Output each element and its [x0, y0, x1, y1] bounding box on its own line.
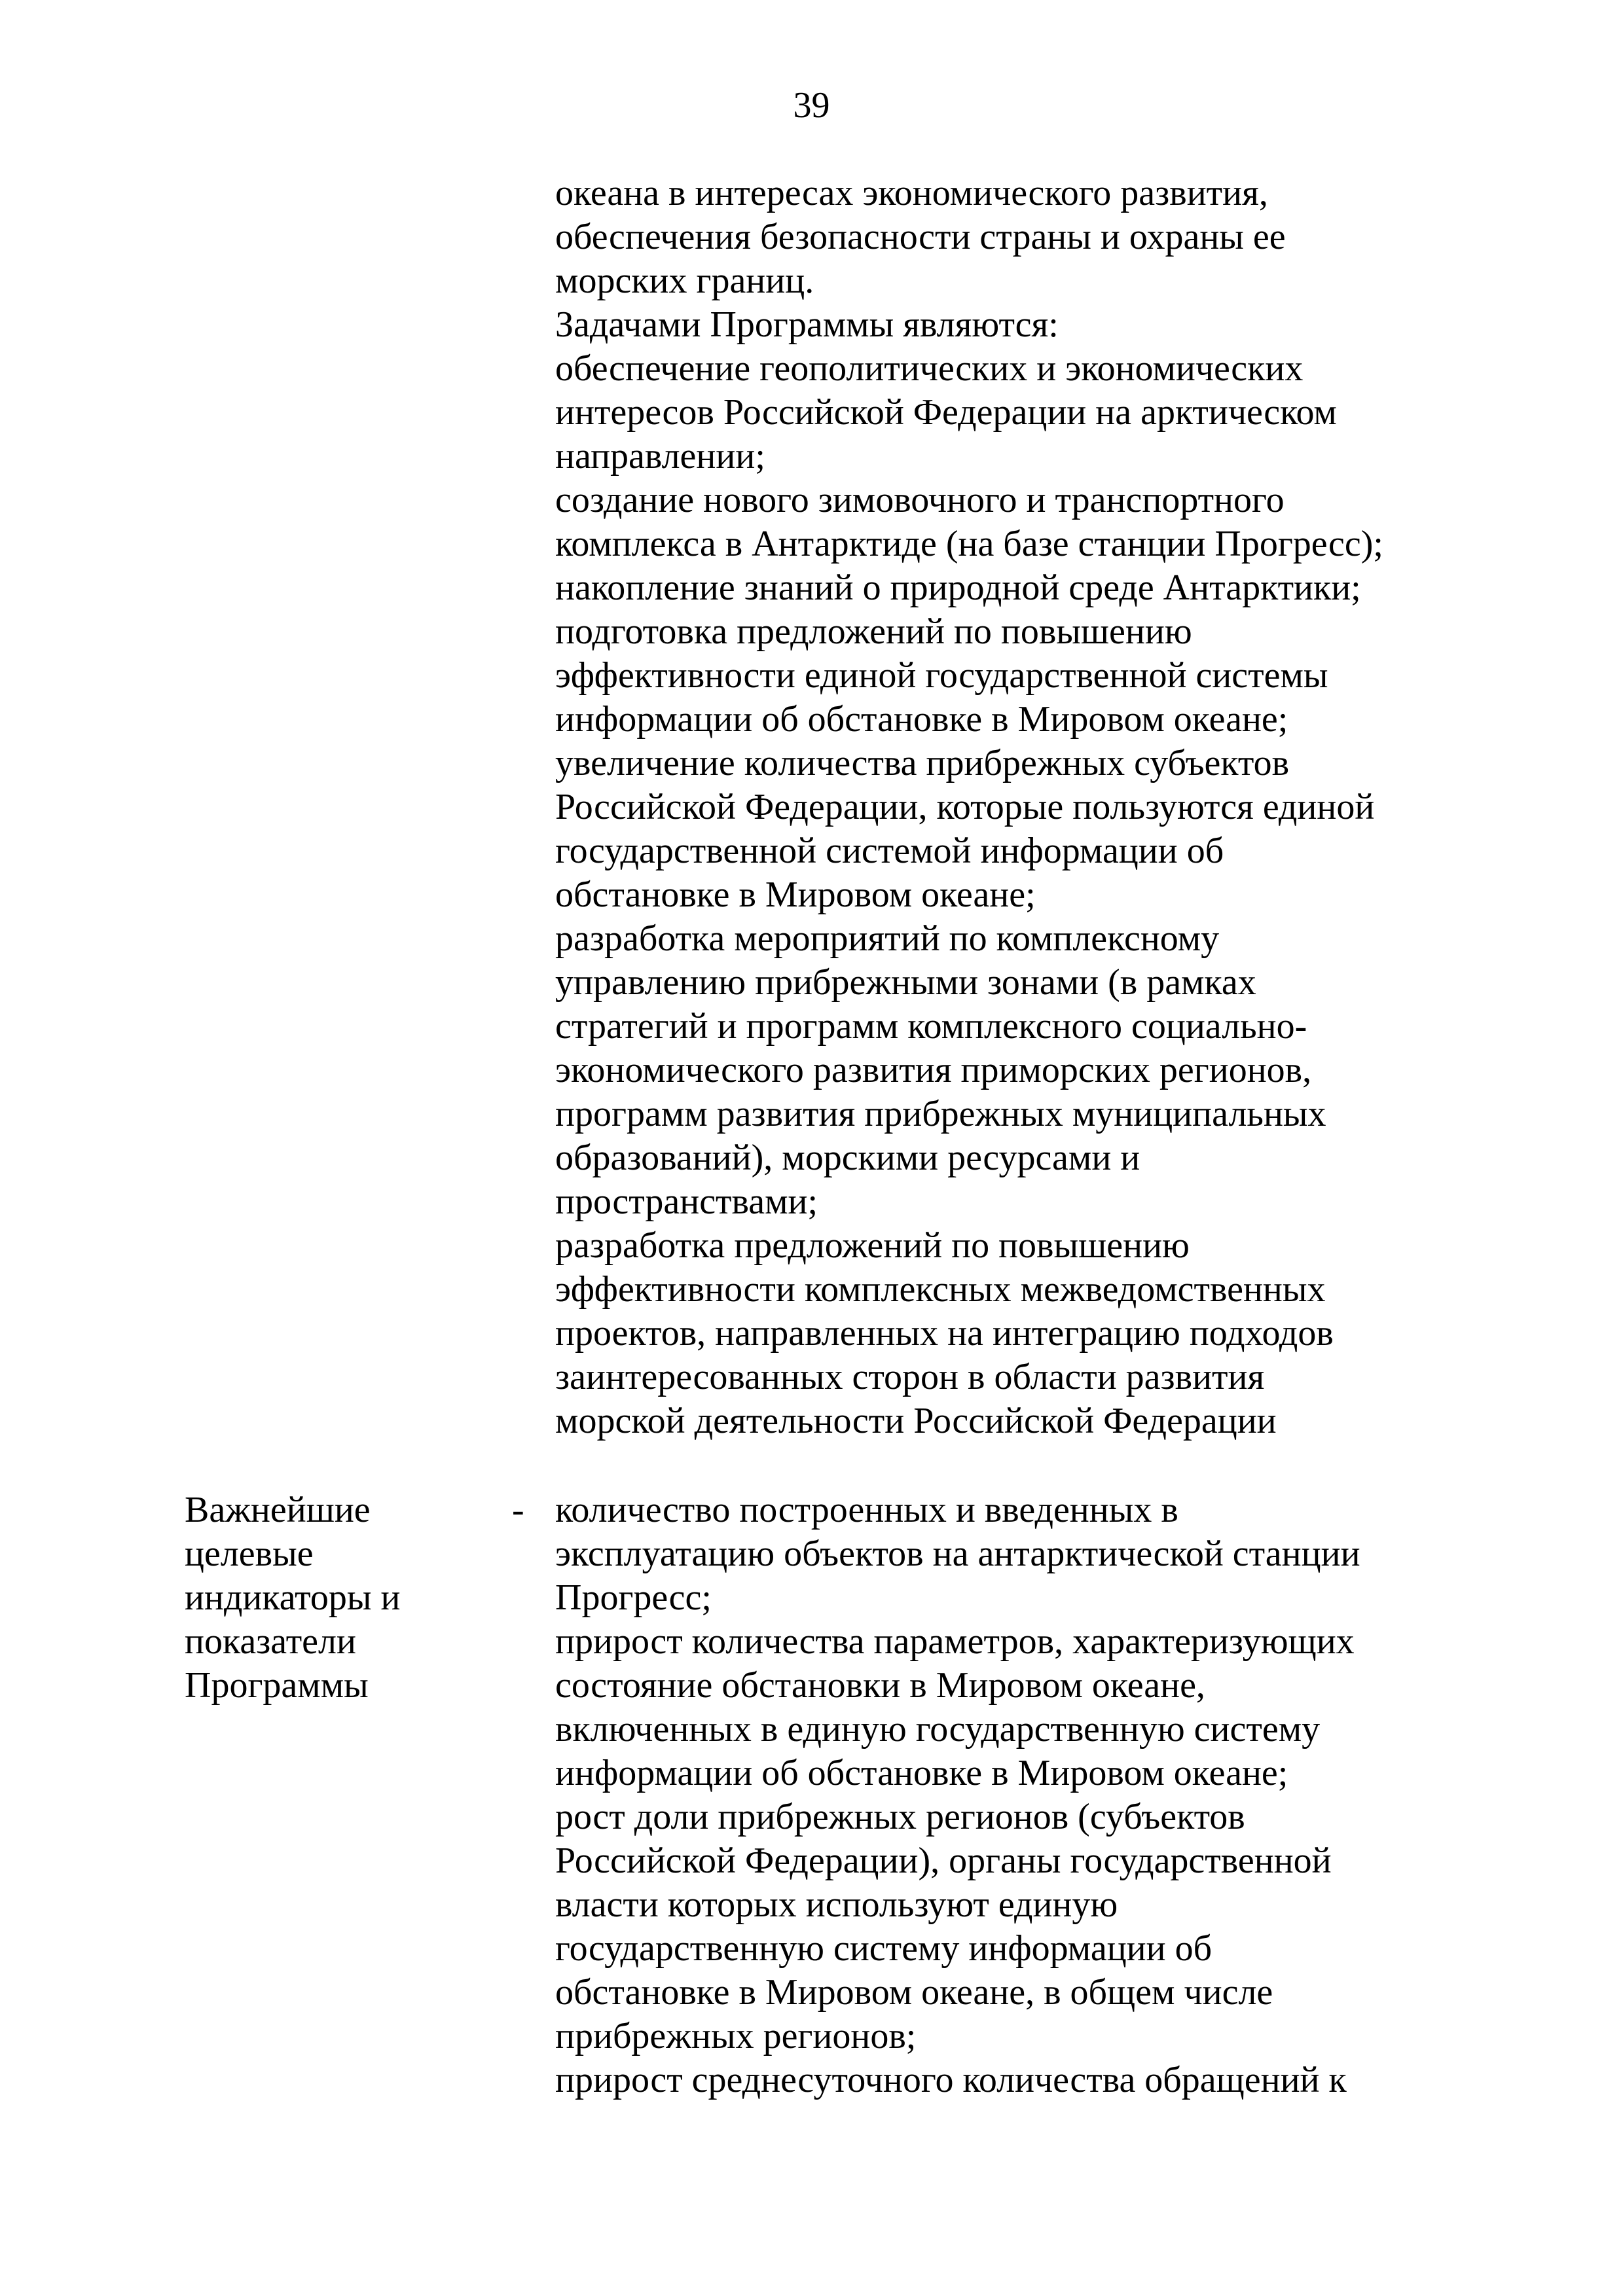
text-line: Российской Федерации, которые пользуются единой: [555, 787, 1375, 827]
text-line: рост доли прибрежных регионов (субъектов: [555, 1797, 1245, 1837]
text-line: комплекса в Антарктиде (на базе станции Прогресс);: [555, 524, 1383, 564]
text-line: разработка предложений по повышению: [555, 1225, 1190, 1266]
text-line: прибрежных регионов;: [555, 2016, 917, 2056]
text-line: накопление знаний о природной среде Антарктики;: [555, 567, 1361, 608]
text-line: власти которых используют единую: [555, 1884, 1118, 1925]
text-line: увеличение количества прибрежных субъектов: [555, 743, 1290, 783]
text-line: проектов, направленных на интеграцию подходов: [555, 1313, 1334, 1354]
indicators-label-line: целевые: [185, 1534, 314, 1574]
text-line: обеспечения безопасности страны и охраны ее: [555, 217, 1286, 257]
text-line: океана в интересах экономического развития,: [555, 173, 1268, 213]
text-line: обстановке в Мировом океане, в общем числе: [555, 1972, 1273, 2013]
text-line: информации об обстановке в Мировом океане;: [555, 699, 1288, 740]
text-line: программ развития прибрежных муниципальных: [555, 1094, 1326, 1134]
indicators-label-line: Важнейшие: [185, 1490, 371, 1530]
text-line: Прогресс;: [555, 1577, 712, 1618]
separator-dash: -: [512, 1490, 524, 1530]
text-line: эффективности комплексных межведомственных: [555, 1269, 1326, 1310]
text-line: информации об обстановке в Мировом океане;: [555, 1753, 1288, 1793]
text-line: государственную систему информации об: [555, 1928, 1213, 1969]
text-line: создание нового зимовочного и транспортного: [555, 480, 1285, 520]
text-line: прирост среднесуточного количества обращений к: [555, 2060, 1347, 2100]
text-line: эксплуатацию объектов на антарктической станции: [555, 1534, 1360, 1574]
text-line: подготовка предложений по повышению: [555, 611, 1192, 652]
text-line: обстановке в Мировом океане;: [555, 874, 1036, 915]
text-line: экономического развития приморских регионов,: [555, 1050, 1312, 1090]
indicators-label-line: Программы: [185, 1665, 369, 1706]
text-line: стратегий и программ комплексного социально-: [555, 1006, 1307, 1047]
text-line: обеспечение геополитических и экономических: [555, 348, 1304, 389]
text-line: управлению прибрежными зонами (в рамках: [555, 962, 1256, 1003]
text-line: заинтересованных сторон в области развития: [555, 1357, 1265, 1397]
text-line: направлении;: [555, 436, 765, 476]
text-line: количество построенных и введенных в: [555, 1490, 1178, 1530]
text-line: пространствами;: [555, 1181, 818, 1222]
text-line: морских границ.: [555, 260, 814, 301]
text-line: прирост количества параметров, характеризующих: [555, 1621, 1355, 1662]
text-line: Задачами Программы являются:: [555, 304, 1059, 345]
text-line: государственной системой информации об: [555, 831, 1224, 871]
indicators-label-line: индикаторы и: [185, 1577, 401, 1618]
text-line: Российской Федерации), органы государственной: [555, 1840, 1332, 1881]
page-number: 39: [793, 85, 830, 126]
text-line: разработка мероприятий по комплексному: [555, 918, 1220, 959]
indicators-label-line: показатели: [185, 1621, 356, 1662]
text-line: морской деятельности Российской Федерации: [555, 1401, 1277, 1441]
text-line: включенных в единую государственную систему: [555, 1709, 1321, 1749]
text-line: интересов Российской Федерации на арктическом: [555, 392, 1337, 433]
text-line: образований), морскими ресурсами и: [555, 1138, 1140, 1178]
text-line: эффективности единой государственной системы: [555, 655, 1328, 696]
text-line: состояние обстановки в Мировом океане,: [555, 1665, 1205, 1706]
